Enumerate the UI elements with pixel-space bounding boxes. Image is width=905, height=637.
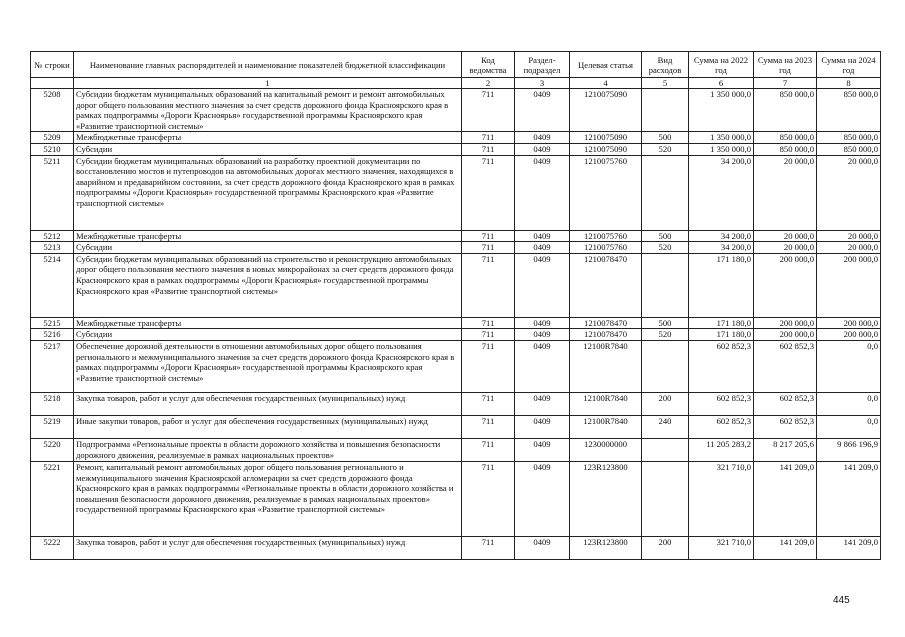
row-section-code: 0409 xyxy=(515,89,570,132)
row-section-code: 0409 xyxy=(515,230,570,242)
header-dept: Код ведомства xyxy=(462,52,515,78)
budget-table xyxy=(30,51,881,560)
row-dept-code: 711 xyxy=(462,340,515,392)
row-name: Закупка товаров, работ и услуг для обеспечения государственных (муниципальных) нужд xyxy=(74,392,462,415)
row-amount-2023: 850 000,0 xyxy=(754,89,817,132)
table-row xyxy=(31,329,881,341)
row-dept-code: 711 xyxy=(462,89,515,132)
row-target-code: 1210075090 xyxy=(570,89,642,132)
table-body xyxy=(31,89,881,560)
row-amount-2023: 141 209,0 xyxy=(754,461,817,536)
row-amount-2023: 20 000,0 xyxy=(754,155,817,230)
table-row xyxy=(31,461,881,536)
row-amount-2024: 850 000,0 xyxy=(817,89,881,132)
row-amount-2024: 200 000,0 xyxy=(817,253,881,317)
row-number: 5215 xyxy=(31,317,74,329)
row-target-code: 1210078470 xyxy=(570,253,642,317)
row-amount-2022: 602 852,3 xyxy=(689,340,754,392)
row-number: 5218 xyxy=(31,392,74,415)
row-dept-code: 711 xyxy=(462,253,515,317)
row-amount-2024: 200 000,0 xyxy=(817,317,881,329)
row-expense-type: 520 xyxy=(642,329,689,341)
row-name: Субсидии бюджетам муниципальных образований на капитальный ремонт и ремонт автомобильных дорог общего пользования местного значения за счет средств дорожного фонда Красноярского края в рамках подпрограммы «Дороги Красноярья» государственной программы Красноярского края «Развитие транспортной системы» xyxy=(74,89,462,132)
row-number: 5219 xyxy=(31,415,74,438)
row-target-code: 1210075760 xyxy=(570,242,642,254)
row-amount-2023: 200 000,0 xyxy=(754,329,817,341)
row-number: 5221 xyxy=(31,461,74,536)
table-row xyxy=(31,253,881,317)
row-amount-2022: 1 350 000,0 xyxy=(689,89,754,132)
column-index: 5 xyxy=(642,78,689,89)
row-name: Субсидии бюджетам муниципальных образований на разработку проектной документации по восстановлению мостов и путепроводов на автомобильных дорогах местного значения, находящихся в аварийном и предаварийном состоянии, за счет средств дорожного фонда Красноярского края в рамках подпрограммы «Дороги Красноярья» государственной программы Красноярского края «Развитие транспортной системы» xyxy=(74,155,462,230)
table-row xyxy=(31,317,881,329)
table-row xyxy=(31,438,881,461)
row-section-code: 0409 xyxy=(515,340,570,392)
table-row xyxy=(31,155,881,230)
row-section-code: 0409 xyxy=(515,132,570,144)
row-amount-2024: 141 209,0 xyxy=(817,536,881,559)
row-name: Субсидии xyxy=(74,143,462,155)
row-expense-type: 500 xyxy=(642,317,689,329)
row-amount-2022: 602 852,3 xyxy=(689,392,754,415)
row-name: Подпрограмма «Региональные проекты в области дорожного хозяйства и повышения безопасности дорожного движения, реализуемые в рамках национальных проектов» xyxy=(74,438,462,461)
row-amount-2023: 200 000,0 xyxy=(754,317,817,329)
row-target-code: 1210075090 xyxy=(570,143,642,155)
row-amount-2024: 0,0 xyxy=(817,415,881,438)
row-name: Межбюджетные трансферты xyxy=(74,132,462,144)
row-amount-2023: 200 000,0 xyxy=(754,253,817,317)
row-section-code: 0409 xyxy=(515,317,570,329)
row-number: 5214 xyxy=(31,253,74,317)
header-2022: Сумма на 2022 год xyxy=(689,52,754,78)
row-amount-2022: 11 205 283,2 xyxy=(689,438,754,461)
row-name: Обеспечение дорожной деятельности в отношении автомобильных дорог общего пользования регионального и межмуниципального значения за счет средств дорожного фонда Красноярского края в рамках подпрограммы «Дороги Красноярья» государственной программы Красноярского края «Развитие транспортной системы» xyxy=(74,340,462,392)
row-amount-2024: 9 866 196,9 xyxy=(817,438,881,461)
row-amount-2024: 850 000,0 xyxy=(817,132,881,144)
column-index: 8 xyxy=(817,78,881,89)
header-type: Вид расходов xyxy=(642,52,689,78)
table-row xyxy=(31,392,881,415)
column-index xyxy=(31,78,74,89)
row-number: 5208 xyxy=(31,89,74,132)
row-dept-code: 711 xyxy=(462,415,515,438)
row-amount-2022: 171 180,0 xyxy=(689,329,754,341)
row-section-code: 0409 xyxy=(515,329,570,341)
row-number: 5210 xyxy=(31,143,74,155)
row-target-code: 1210078470 xyxy=(570,329,642,341)
row-number: 5209 xyxy=(31,132,74,144)
header-2023: Сумма на 2023 год xyxy=(754,52,817,78)
row-dept-code: 711 xyxy=(462,536,515,559)
row-amount-2022: 321 710,0 xyxy=(689,461,754,536)
row-section-code: 0409 xyxy=(515,155,570,230)
row-amount-2023: 141 209,0 xyxy=(754,536,817,559)
row-amount-2023: 20 000,0 xyxy=(754,242,817,254)
row-amount-2023: 850 000,0 xyxy=(754,132,817,144)
row-amount-2022: 171 180,0 xyxy=(689,253,754,317)
row-name: Межбюджетные трансферты xyxy=(74,230,462,242)
row-name: Субсидии xyxy=(74,329,462,341)
row-dept-code: 711 xyxy=(462,242,515,254)
column-index-row xyxy=(31,78,881,89)
row-dept-code: 711 xyxy=(462,392,515,415)
header-section: Раздел-подраздел xyxy=(515,52,570,78)
table-row xyxy=(31,143,881,155)
row-dept-code: 711 xyxy=(462,317,515,329)
row-number: 5216 xyxy=(31,329,74,341)
row-target-code: 123R123800 xyxy=(570,536,642,559)
row-expense-type: 500 xyxy=(642,132,689,144)
row-target-code: 1210078470 xyxy=(570,317,642,329)
row-target-code: 1210075760 xyxy=(570,155,642,230)
header-row xyxy=(31,52,881,78)
row-target-code: 123R123800 xyxy=(570,461,642,536)
table-row xyxy=(31,132,881,144)
header-name: Наименование главных распорядителей и наименование показателей бюджетной классификации xyxy=(74,52,462,78)
row-amount-2022: 34 200,0 xyxy=(689,230,754,242)
row-number: 5220 xyxy=(31,438,74,461)
row-expense-type: 520 xyxy=(642,242,689,254)
row-dept-code: 711 xyxy=(462,155,515,230)
row-amount-2023: 602 852,3 xyxy=(754,392,817,415)
column-index: 7 xyxy=(754,78,817,89)
row-number: 5222 xyxy=(31,536,74,559)
table-row xyxy=(31,242,881,254)
row-section-code: 0409 xyxy=(515,415,570,438)
row-expense-type xyxy=(642,461,689,536)
row-dept-code: 711 xyxy=(462,329,515,341)
row-target-code: 1210075090 xyxy=(570,132,642,144)
row-expense-type xyxy=(642,89,689,132)
header-target: Целевая статья xyxy=(570,52,642,78)
table-row xyxy=(31,89,881,132)
column-index: 3 xyxy=(515,78,570,89)
row-expense-type xyxy=(642,253,689,317)
row-amount-2024: 0,0 xyxy=(817,340,881,392)
column-index: 6 xyxy=(689,78,754,89)
row-expense-type: 200 xyxy=(642,536,689,559)
row-amount-2024: 20 000,0 xyxy=(817,242,881,254)
row-number: 5212 xyxy=(31,230,74,242)
row-name: Субсидии xyxy=(74,242,462,254)
row-amount-2023: 20 000,0 xyxy=(754,230,817,242)
row-name: Закупка товаров, работ и услуг для обеспечения государственных (муниципальных) нужд xyxy=(74,536,462,559)
row-number: 5211 xyxy=(31,155,74,230)
row-amount-2022: 171 180,0 xyxy=(689,317,754,329)
row-number: 5213 xyxy=(31,242,74,254)
row-amount-2023: 602 852,3 xyxy=(754,415,817,438)
column-index: 4 xyxy=(570,78,642,89)
row-amount-2022: 34 200,0 xyxy=(689,155,754,230)
header-row-no: № строки xyxy=(31,52,74,78)
row-section-code: 0409 xyxy=(515,242,570,254)
row-dept-code: 711 xyxy=(462,132,515,144)
row-expense-type: 200 xyxy=(642,392,689,415)
row-amount-2022: 1 350 000,0 xyxy=(689,132,754,144)
row-expense-type: 240 xyxy=(642,415,689,438)
row-expense-type xyxy=(642,340,689,392)
row-name: Субсидии бюджетам муниципальных образований на строительство и реконструкцию автомобильных дорог общего пользования местного значения в новых микрорайонах за счет средств дорожного фонда Красноярского края в рамках подпрограммы «Дороги Красноярья» государственной программы Красноярского края «Развитие транспортной системы» xyxy=(74,253,462,317)
row-amount-2024: 141 209,0 xyxy=(817,461,881,536)
row-dept-code: 711 xyxy=(462,230,515,242)
row-dept-code: 711 xyxy=(462,143,515,155)
row-name: Межбюджетные трансферты xyxy=(74,317,462,329)
row-name: Иные закупки товаров, работ и услуг для обеспечения государственных (муниципальных) нужд xyxy=(74,415,462,438)
row-expense-type xyxy=(642,438,689,461)
row-amount-2024: 850 000,0 xyxy=(817,143,881,155)
row-amount-2022: 1 350 000,0 xyxy=(689,143,754,155)
row-amount-2023: 602 852,3 xyxy=(754,340,817,392)
row-target-code: 12100R7840 xyxy=(570,392,642,415)
table-row xyxy=(31,340,881,392)
row-dept-code: 711 xyxy=(462,438,515,461)
row-target-code: 1230000000 xyxy=(570,438,642,461)
row-section-code: 0409 xyxy=(515,392,570,415)
row-amount-2022: 34 200,0 xyxy=(689,242,754,254)
row-amount-2024: 0,0 xyxy=(817,392,881,415)
row-expense-type xyxy=(642,155,689,230)
row-name: Ремонт, капитальный ремонт автомобильных дорог общего пользования регионального и межмуниципального значения Красноярской агломерации за счет средств дорожного фонда Красноярского края в рамках подпрограммы «Региональные проекты в области дорожного хозяйства и повышения безопасности дорожного движения, реализуемые в рамках национальных проектов» государственной программы Красноярского края «Развитие транспортной системы» xyxy=(74,461,462,536)
row-section-code: 0409 xyxy=(515,461,570,536)
row-expense-type: 500 xyxy=(642,230,689,242)
row-amount-2022: 321 710,0 xyxy=(689,536,754,559)
row-section-code: 0409 xyxy=(515,143,570,155)
header-2024: Сумма на 2024 год xyxy=(817,52,881,78)
row-number: 5217 xyxy=(31,340,74,392)
row-expense-type: 520 xyxy=(642,143,689,155)
row-section-code: 0409 xyxy=(515,253,570,317)
table-row xyxy=(31,536,881,559)
column-index: 2 xyxy=(462,78,515,89)
row-amount-2023: 8 217 205,6 xyxy=(754,438,817,461)
row-amount-2024: 200 000,0 xyxy=(817,329,881,341)
row-amount-2022: 602 852,3 xyxy=(689,415,754,438)
row-target-code: 12100R7840 xyxy=(570,415,642,438)
row-amount-2024: 20 000,0 xyxy=(817,230,881,242)
page-number: 445 xyxy=(833,595,850,606)
table-row xyxy=(31,230,881,242)
row-section-code: 0409 xyxy=(515,438,570,461)
row-amount-2023: 850 000,0 xyxy=(754,143,817,155)
row-dept-code: 711 xyxy=(462,461,515,536)
row-amount-2024: 20 000,0 xyxy=(817,155,881,230)
table-row xyxy=(31,415,881,438)
row-target-code: 1210075760 xyxy=(570,230,642,242)
row-section-code: 0409 xyxy=(515,536,570,559)
row-target-code: 12100R7840 xyxy=(570,340,642,392)
column-index: 1 xyxy=(74,78,462,89)
